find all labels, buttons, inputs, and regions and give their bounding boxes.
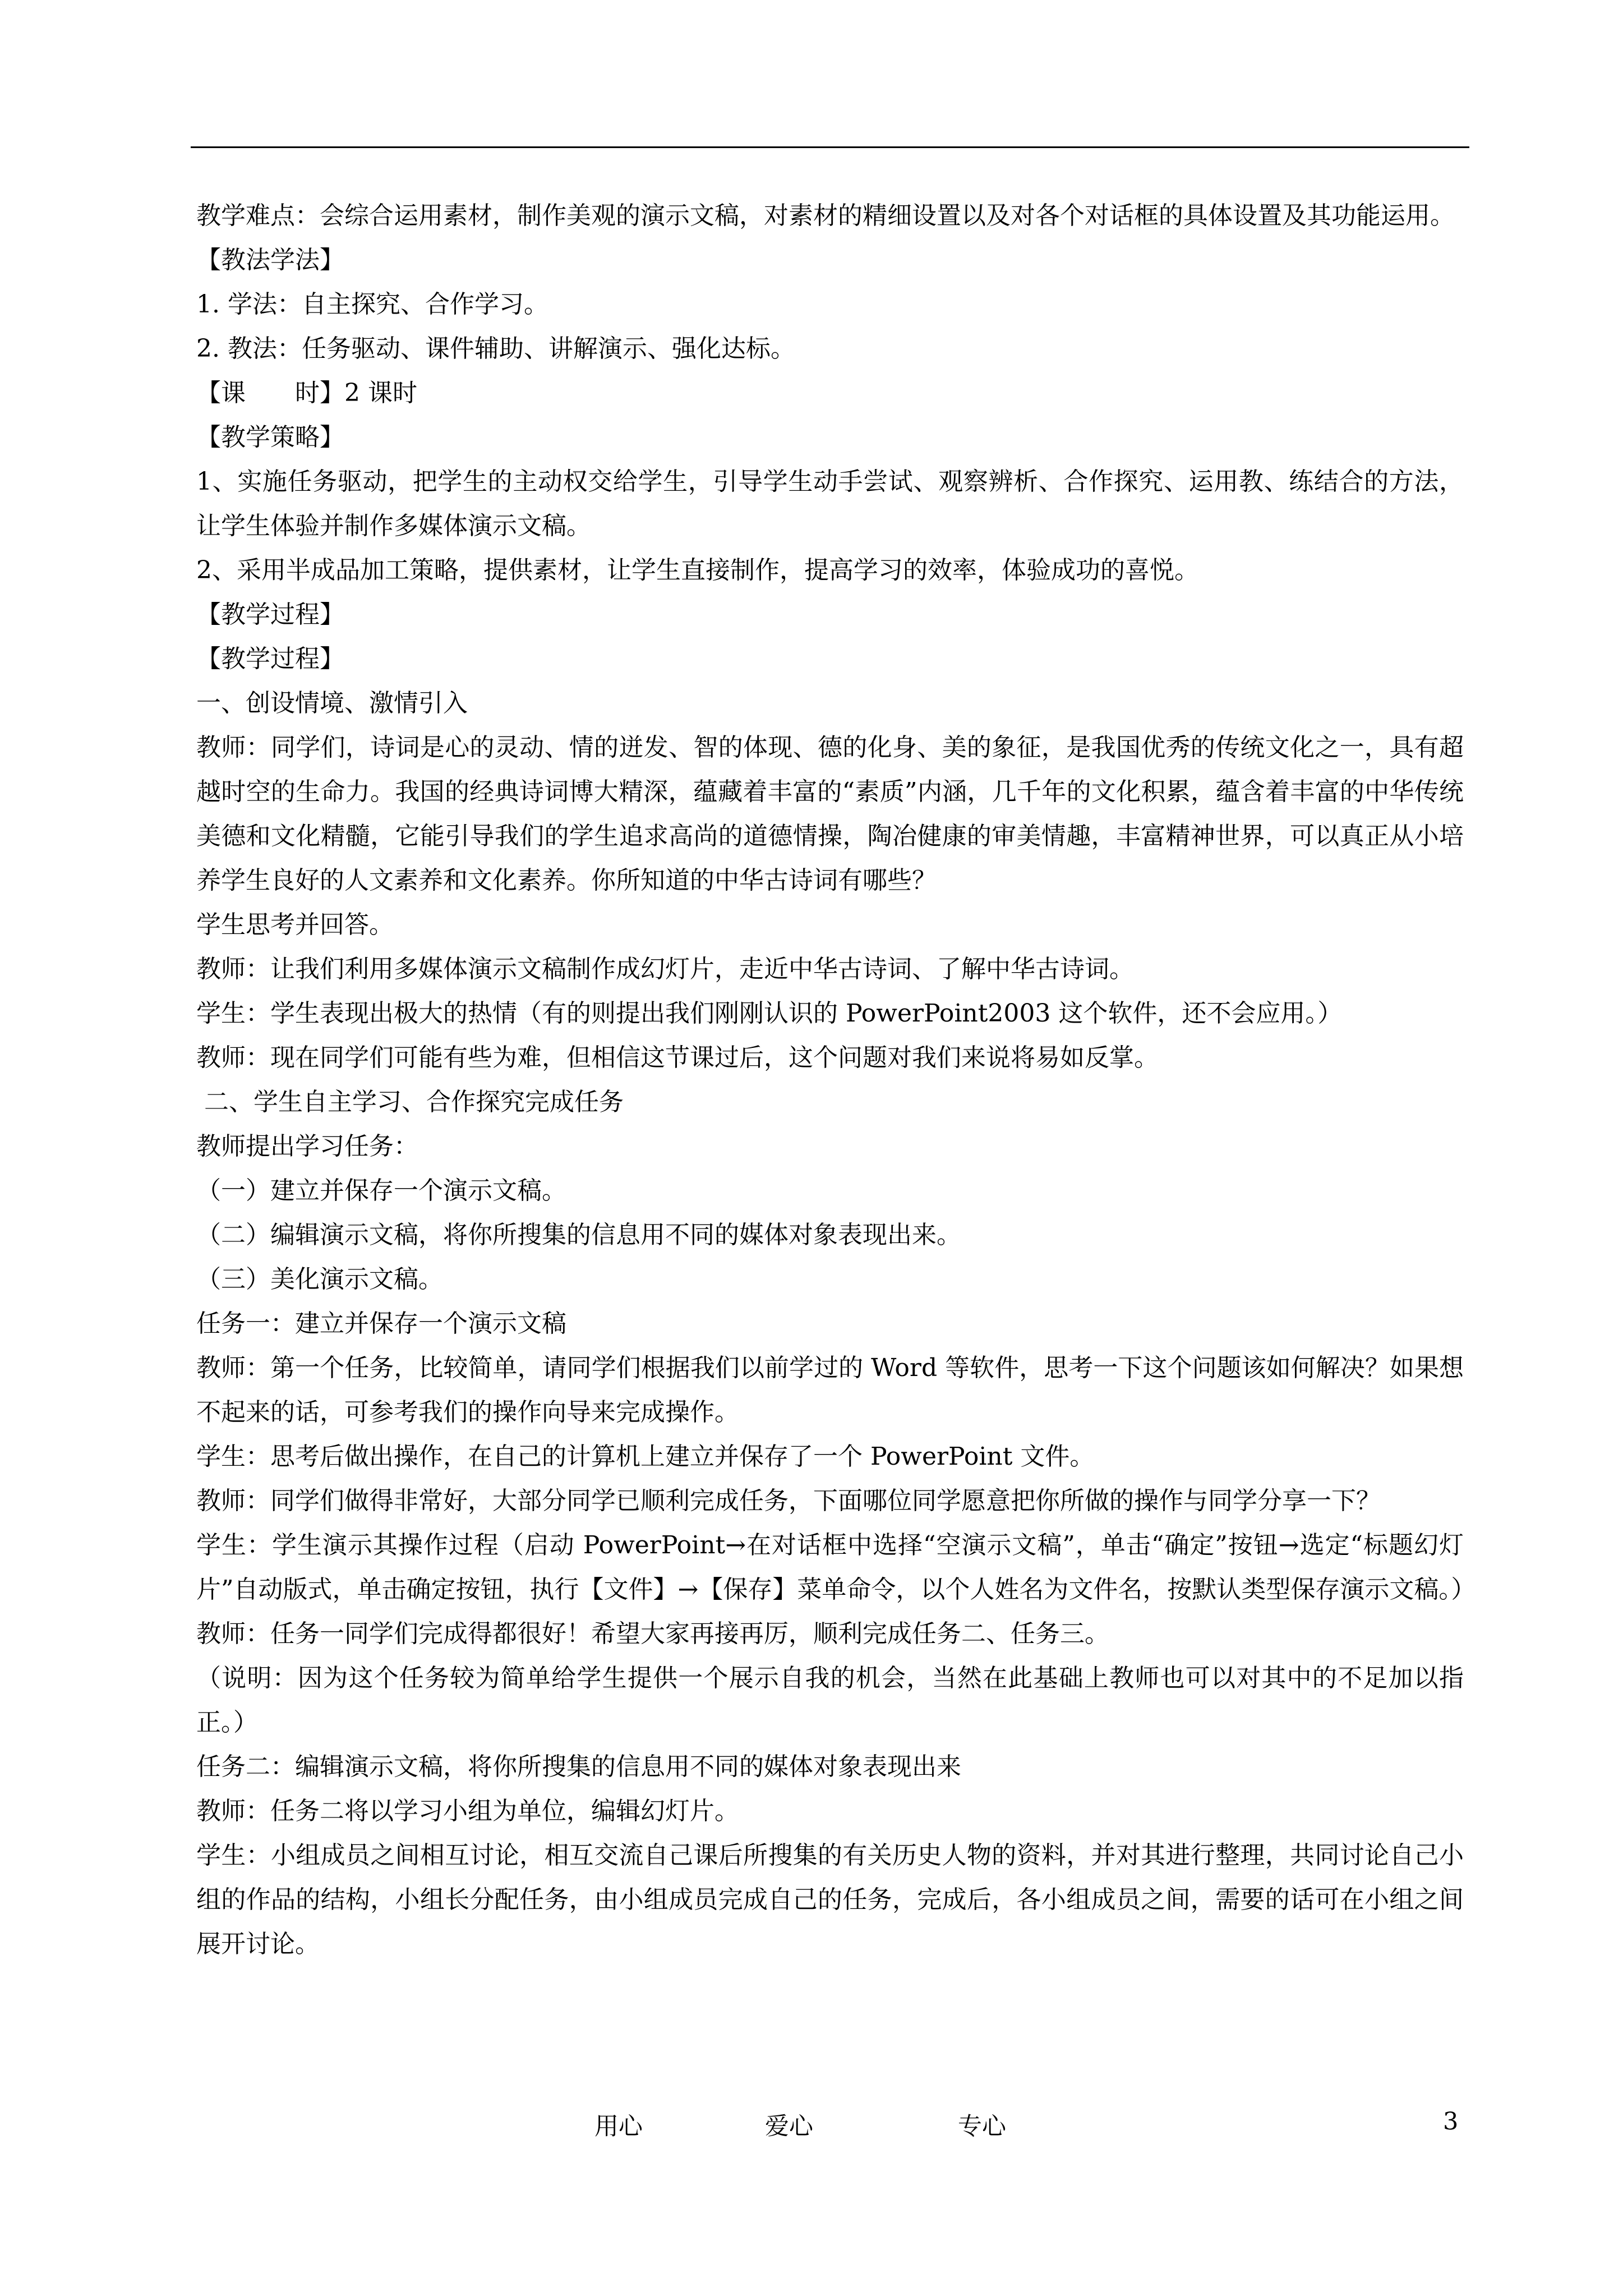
paragraph: 学生：学生演示其操作过程（启动 PowerPoint→在对话框中选择“空演示文稿”，单击“确定”按钮→选定“标题幻灯片”自动版式，单击确定按钮，执行【文件】→【保存】菜单命令，以个人姓名为文件名，按默认类型保存演示文稿。） <box>196 1531 1476 1604</box>
paragraph: 教师：任务一同学们完成得都很好！希望大家再接再厉，顺利完成任务二、任务三。 <box>196 1619 1109 1648</box>
section-heading: 【教学过程】 <box>196 645 344 673</box>
paragraph: 教师：第一个任务，比较简单，请同学们根据我们以前学过的 Word 等软件，思考一下这个问题该如何解决？如果想不起来的话，可参考我们的操作向导来完成操作。 <box>196 1354 1464 1427</box>
task-item: （一）建立并保存一个演示文稿。 <box>196 1176 566 1205</box>
paragraph: 学生：思考后做出操作，在自己的计算机上建立并保存了一个 PowerPoint 文件。 <box>196 1442 1095 1471</box>
task-item: （三）美化演示文稿。 <box>196 1265 443 1294</box>
paragraph: 教师：让我们利用多媒体演示文稿制作成幻灯片，走近中华古诗词、了解中华古诗词。 <box>196 955 1134 983</box>
paragraph: 2. 教法：任务驱动、课件辅助、讲解演示、强化达标。 <box>196 334 795 363</box>
paragraph: 1、实施任务驱动，把学生的主动权交给学生，引导学生动手尝试、观察辨析、合作探究、运用教、练结合的方法，让学生体验并制作多媒体演示文稿。 <box>196 467 1464 540</box>
paragraph: 教师：同学们做得非常好，大部分同学已顺利完成任务，下面哪位同学愿意把你所做的操作与同学分享一下？ <box>196 1487 1381 1515</box>
task-item: （二）编辑演示文稿，将你所搜集的信息用不同的媒体对象表现出来。 <box>196 1221 961 1249</box>
paragraph: 学生思考并回答。 <box>196 910 394 939</box>
header-rule <box>191 146 1469 148</box>
paragraph: 教学难点：会综合运用素材，制作美观的演示文稿，对素材的精细设置以及对各个对话框的具体设置及其功能运用。 <box>196 201 1455 230</box>
section-heading: 【教法学法】 <box>196 246 344 274</box>
paragraph: 2、采用半成品加工策略，提供素材，让学生直接制作，提高学习的效率，体验成功的喜悦。 <box>196 556 1199 585</box>
footer-motto: 用心 <box>594 2113 643 2141</box>
paragraph: 教师：现在同学们可能有些为难，但相信这节课过后，这个问题对我们来说将易如反掌。 <box>196 1043 1159 1072</box>
footer-motto: 专心 <box>958 2113 1006 2141</box>
paragraph: 教师：同学们，诗词是心的灵动、情的迸发、智的体现、德的化身、美的象征，是我国优秀的传统文化之一，具有超越时空的生命力。我国的经典诗词博大精深，蕴藏着丰富的“素质”内涵，几千年的文化积累，蕴含着丰富的中华传统美德和文化精髓，它能引导我们的学生追求高尚的道德情操，陶冶健康的审美情趣，丰富精神世界，可以真正从小培养学生良好的人文素养和文化素养。你所知道的中华古诗词有哪些？ <box>196 733 1464 895</box>
document-body <box>196 194 1476 1966</box>
paragraph: 学生：小组成员之间相互讨论，相互交流自己课后所搜集的有关历史人物的资料，并对其进行整理，共同讨论自己小组的作品的结构，小组长分配任务，由小组成员完成自己的任务，完成后，各小组成员之间，需要的话可在小组之间展开讨论。 <box>196 1841 1464 1958</box>
paragraph: 教师：任务二将以学习小组为单位，编辑幻灯片。 <box>196 1797 739 1825</box>
paragraph: 教师提出学习任务： <box>196 1132 418 1161</box>
section-heading: 【课 时】2 课时 <box>196 379 417 407</box>
footer-motto: 爱心 <box>765 2113 813 2141</box>
subsection-heading: 一、创设情境、激情引入 <box>196 689 468 717</box>
section-heading: 【教学策略】 <box>196 423 344 452</box>
subsection-heading: 二、学生自主学习、合作探究完成任务 <box>196 1088 624 1116</box>
paragraph: 学生：学生表现出极大的热情（有的则提出我们刚刚认识的 PowerPoint2003 这个软件，还不会应用。） <box>196 999 1343 1028</box>
page-number: 3 <box>1443 2108 1459 2136</box>
section-heading: 【教学过程】 <box>196 600 344 629</box>
subsection-heading: 任务一：建立并保存一个演示文稿 <box>196 1309 566 1338</box>
paragraph: （说明：因为这个任务较为简单给学生提供一个展示自我的机会，当然在此基础上教师也可以对其中的不足加以指正。） <box>196 1664 1464 1737</box>
subsection-heading: 任务二：编辑演示文稿，将你所搜集的信息用不同的媒体对象表现出来 <box>196 1752 961 1781</box>
page-footer <box>0 2108 1623 2147</box>
paragraph: 1. 学法：自主探究、合作学习。 <box>196 290 548 319</box>
